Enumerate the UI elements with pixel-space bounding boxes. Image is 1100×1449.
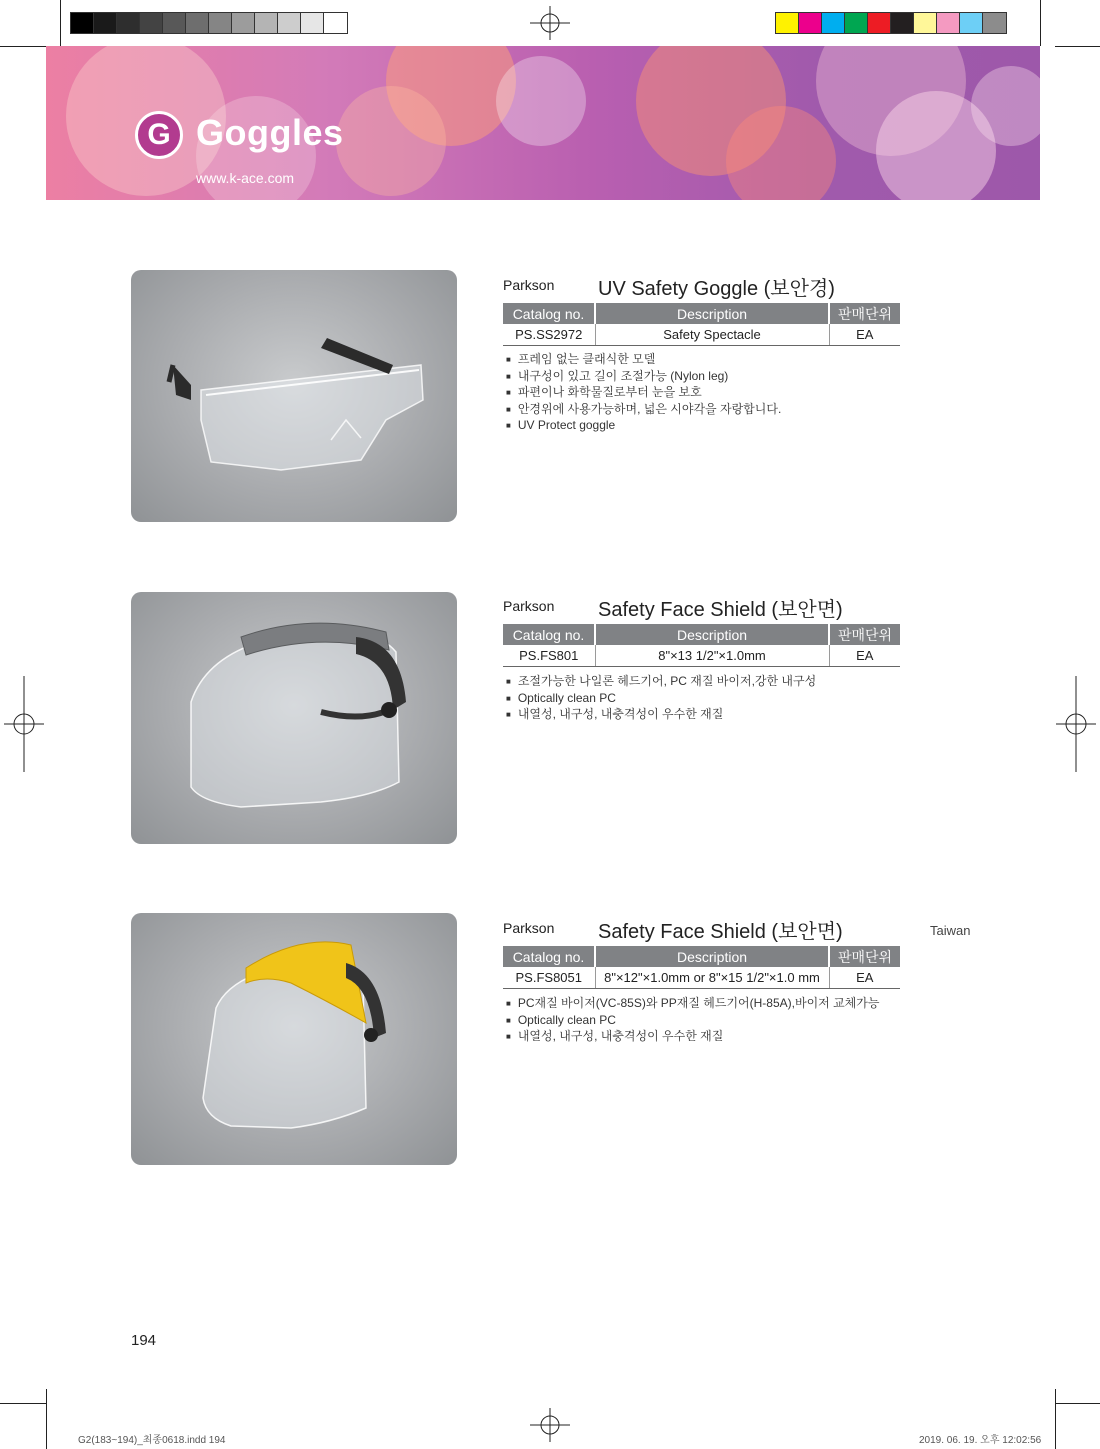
file-slug: G2(183~194)_최종0618.indd 194 xyxy=(78,1435,226,1446)
color-swatch xyxy=(799,13,822,33)
color-swatch xyxy=(822,13,845,33)
list-item: ■ 내구성이 있고 길이 조절가능 (Nylon leg) xyxy=(506,368,781,385)
spec-table xyxy=(503,624,900,667)
list-item: ■ 파편이나 화학물질로부터 눈을 보호 xyxy=(506,384,781,401)
color-swatch xyxy=(140,13,163,33)
registration-mark-icon xyxy=(1056,676,1096,772)
spec-table-header xyxy=(503,303,900,324)
color-swatch xyxy=(324,13,347,33)
category-letter-badge: G xyxy=(135,111,183,159)
color-calibration-strip xyxy=(775,12,1007,34)
feature-list xyxy=(506,673,816,723)
color-swatch xyxy=(255,13,278,33)
header-description: Description xyxy=(595,624,829,645)
product-title: Safety Face Shield (보안면) xyxy=(598,921,843,943)
product-brand: Parkson xyxy=(503,598,555,614)
color-swatch xyxy=(914,13,937,33)
color-swatch xyxy=(163,13,186,33)
header-unit: 판매단위 xyxy=(829,303,900,324)
sales-unit: EA xyxy=(829,967,900,989)
crop-mark xyxy=(1040,0,1041,46)
product-photo-face-shield xyxy=(131,592,457,844)
description: 8"×12"×1.0mm or 8"×15 1/2"×1.0 mm xyxy=(595,967,829,989)
color-swatch xyxy=(868,13,891,33)
website-url[interactable]: www.k-ace.com xyxy=(196,170,295,186)
page-number: 194 xyxy=(131,1332,157,1349)
header-catalog-no: Catalog no. xyxy=(503,624,595,645)
table-row xyxy=(503,324,900,346)
crop-mark xyxy=(1055,1389,1056,1449)
product-brand: Parkson xyxy=(503,277,555,293)
product-title: Safety Face Shield (보안면) xyxy=(598,599,843,621)
decorative-bubble xyxy=(496,56,586,146)
product-title: UV Safety Goggle (보안경) xyxy=(598,278,835,300)
face-shield-yellow-image xyxy=(131,913,457,1165)
table-row xyxy=(503,967,900,989)
header-unit: 판매단위 xyxy=(829,946,900,967)
registration-mark-icon xyxy=(4,676,44,772)
header-catalog-no: Catalog no. xyxy=(503,303,595,324)
product-origin: Taiwan xyxy=(930,923,971,938)
crop-mark xyxy=(1055,1403,1100,1404)
catalog-no: PS.FS801 xyxy=(503,645,595,667)
color-swatch xyxy=(983,13,1006,33)
decorative-bubble xyxy=(336,86,446,196)
registration-mark-icon xyxy=(530,6,570,40)
product-photo-safety-goggle xyxy=(131,270,457,522)
color-swatch xyxy=(891,13,914,33)
color-swatch xyxy=(209,13,232,33)
spec-table-header xyxy=(503,946,900,967)
registration-mark-icon xyxy=(530,1408,570,1442)
spec-table xyxy=(503,303,900,346)
header-unit: 판매단위 xyxy=(829,624,900,645)
color-swatch xyxy=(94,13,117,33)
crop-mark xyxy=(0,46,46,47)
color-swatch xyxy=(232,13,255,33)
list-item: ■ 내열성, 내구성, 내충격성이 우수한 재질 xyxy=(506,1028,879,1045)
description: Safety Spectacle xyxy=(595,324,829,346)
color-swatch xyxy=(71,13,94,33)
header-catalog-no: Catalog no. xyxy=(503,946,595,967)
color-swatch xyxy=(776,13,799,33)
feature-list xyxy=(506,995,879,1045)
header-description: Description xyxy=(595,946,829,967)
spec-table xyxy=(503,946,900,989)
color-swatch xyxy=(186,13,209,33)
color-swatch xyxy=(845,13,868,33)
color-swatch xyxy=(301,13,324,33)
feature-list xyxy=(506,351,781,434)
sales-unit: EA xyxy=(829,645,900,667)
sales-unit: EA xyxy=(829,324,900,346)
table-row xyxy=(503,645,900,667)
color-swatch xyxy=(117,13,140,33)
spec-table-header xyxy=(503,624,900,645)
list-item: ■ 안경위에 사용가능하며, 넓은 시야각을 자랑합니다. xyxy=(506,401,781,418)
catalog-no: PS.SS2972 xyxy=(503,324,595,346)
crop-mark xyxy=(60,0,61,46)
decorative-bubble xyxy=(726,106,836,200)
list-item: ■ PC재질 바이저(VC-85S)와 PP재질 헤드기어(H-85A),바이저 교체가능 xyxy=(506,995,879,1012)
crop-mark xyxy=(46,1389,47,1449)
crop-mark xyxy=(0,1403,46,1404)
list-item: ■ Optically clean PC xyxy=(506,690,816,707)
color-swatch xyxy=(960,13,983,33)
color-swatch xyxy=(278,13,301,33)
catalog-no: PS.FS8051 xyxy=(503,967,595,989)
list-item: ■ 프레임 없는 클래식한 모델 xyxy=(506,351,781,368)
safety-goggle-image xyxy=(131,270,457,522)
face-shield-image xyxy=(131,592,457,844)
description: 8"×13 1/2"×1.0mm xyxy=(595,645,829,667)
product-photo-face-shield-yellow xyxy=(131,913,457,1165)
list-item: ■ UV Protect goggle xyxy=(506,417,781,434)
color-swatch xyxy=(937,13,960,33)
list-item: ■ 조절가능한 나일론 헤드기어, PC 재질 바이저,강한 내구성 xyxy=(506,673,816,690)
print-timestamp: 2019. 06. 19. 오후 12:02:56 xyxy=(919,1435,1042,1446)
list-item: ■ Optically clean PC xyxy=(506,1012,879,1029)
header-description: Description xyxy=(595,303,829,324)
grayscale-calibration-strip xyxy=(70,12,348,34)
list-item: ■ 내열성, 내구성, 내충격성이 우수한 재질 xyxy=(506,706,816,723)
category-title: Goggles xyxy=(196,112,344,153)
product-brand: Parkson xyxy=(503,920,555,936)
crop-mark xyxy=(1055,46,1100,47)
